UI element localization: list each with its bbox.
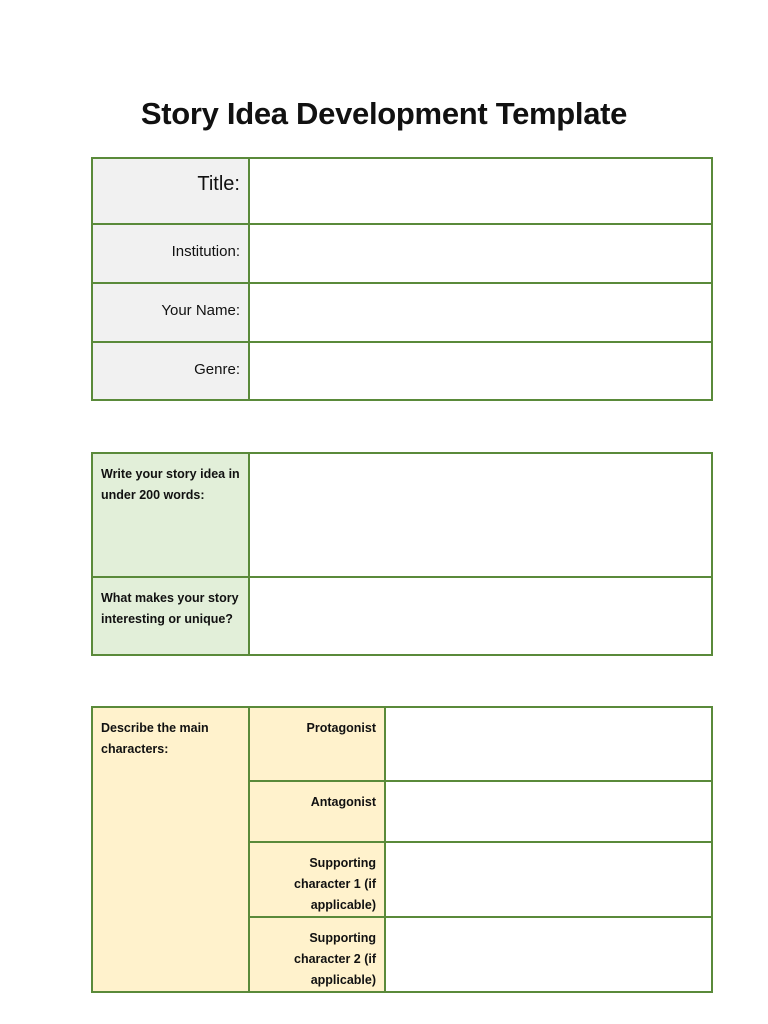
table-row — [92, 224, 712, 283]
protagonist-field[interactable] — [385, 707, 712, 781]
story-table — [91, 452, 713, 656]
supporting-character-2-field[interactable] — [385, 917, 712, 992]
table-row — [92, 342, 712, 400]
page-title: Story Idea Development Template — [140, 96, 628, 131]
table-row — [92, 283, 712, 342]
your-name-label: Your Name: — [92, 283, 249, 342]
unique-label: What makes your story interesting or unique? — [92, 577, 249, 655]
title-label: Title: — [92, 158, 249, 224]
supporting-character-1-label: Supporting character 1 (if applicable) — [249, 842, 385, 917]
table-row — [92, 577, 712, 655]
table-row — [92, 707, 712, 781]
antagonist-field[interactable] — [385, 781, 712, 842]
protagonist-label: Protagonist — [249, 707, 385, 781]
story-idea-field[interactable] — [249, 453, 712, 577]
genre-field[interactable] — [249, 342, 712, 400]
antagonist-label: Antagonist — [249, 781, 385, 842]
title-field[interactable] — [249, 158, 712, 224]
institution-field[interactable] — [249, 224, 712, 283]
genre-label: Genre: — [92, 342, 249, 400]
unique-field[interactable] — [249, 577, 712, 655]
characters-table — [91, 706, 713, 993]
table-row — [92, 158, 712, 224]
basic-info-table — [91, 157, 713, 401]
institution-label: Institution: — [92, 224, 249, 283]
supporting-character-2-label: Supporting character 2 (if applicable) — [249, 917, 385, 992]
story-idea-label: Write your story idea in under 200 words: — [92, 453, 249, 577]
characters-prompt-label: Describe the main characters: — [92, 707, 249, 992]
supporting-character-1-field[interactable] — [385, 842, 712, 917]
table-row — [92, 453, 712, 577]
your-name-field[interactable] — [249, 283, 712, 342]
